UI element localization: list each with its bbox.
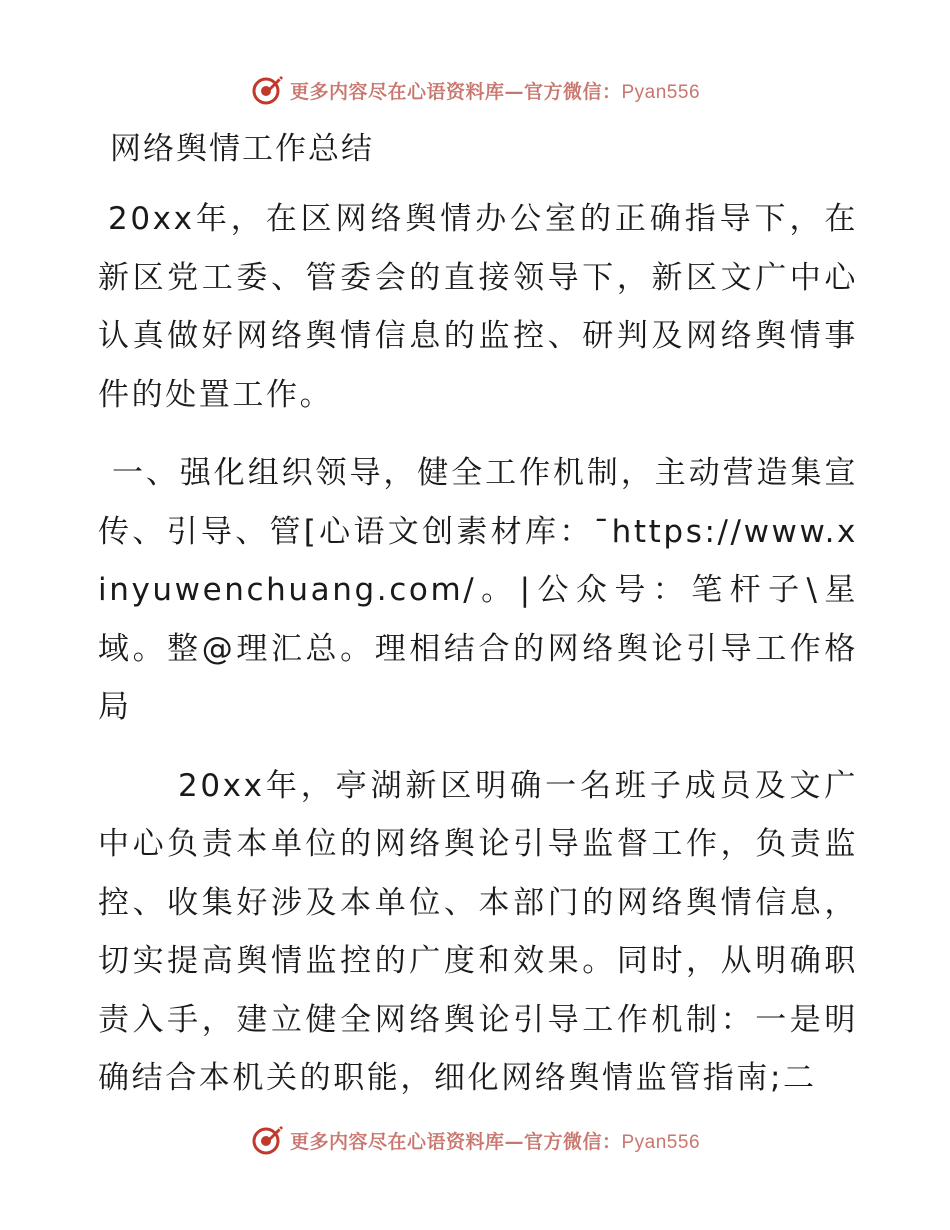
footer-banner-prefix: 更多内容尽在心语资料库—官方微信： <box>289 1130 622 1153</box>
footer-banner-id: Pyan556 <box>621 1131 701 1153</box>
paragraph-section-one-body: 20xx年，亭湖新区明确一名班子成员及文广中心负责本单位的网络舆论引导监督工作，负责监控、收集好涉及本单位、本部门的网络舆情信息，切实提高舆情监控的广度和效果。同时，从明确职责入手，建立健全网络舆论引导工作机制：一是明确结合本机关的职能，细化网络舆情监管指南;二 <box>98 767 858 1096</box>
paragraph-section-one-heading: 一、强化组织领导，健全工作机制，主动营造集宣传、引导、管[心语文创素材库：¯https://www.xinyuwenchuang.com/。|公众号：笔杆子\星域。整@理汇总。理相结合的网络舆论引导工作格局 <box>98 455 858 725</box>
footer-banner <box>0 1120 950 1160</box>
header-banner-prefix: 更多内容尽在心语资料库—官方微信： <box>289 80 622 103</box>
paragraph-intro: 20xx年，在区网络舆情办公室的正确指导下，在新区党工委、管委会的直接领导下，新区文广中心认真做好网络舆情信息的监控、研判及网络舆情事件的处置工作。 <box>98 201 858 413</box>
header-banner-id: Pyan556 <box>621 81 701 103</box>
red-pen-circle-logo-icon <box>250 73 284 107</box>
header-banner-text <box>290 77 700 104</box>
header-banner <box>0 70 950 110</box>
document-title: 网络舆情工作总结 <box>110 131 374 167</box>
footer-banner-text <box>290 1127 700 1154</box>
footer-banner-content <box>250 1123 700 1157</box>
red-pen-circle-logo-icon <box>250 1123 284 1157</box>
document-body <box>98 120 858 1108</box>
header-banner-content <box>250 73 700 107</box>
